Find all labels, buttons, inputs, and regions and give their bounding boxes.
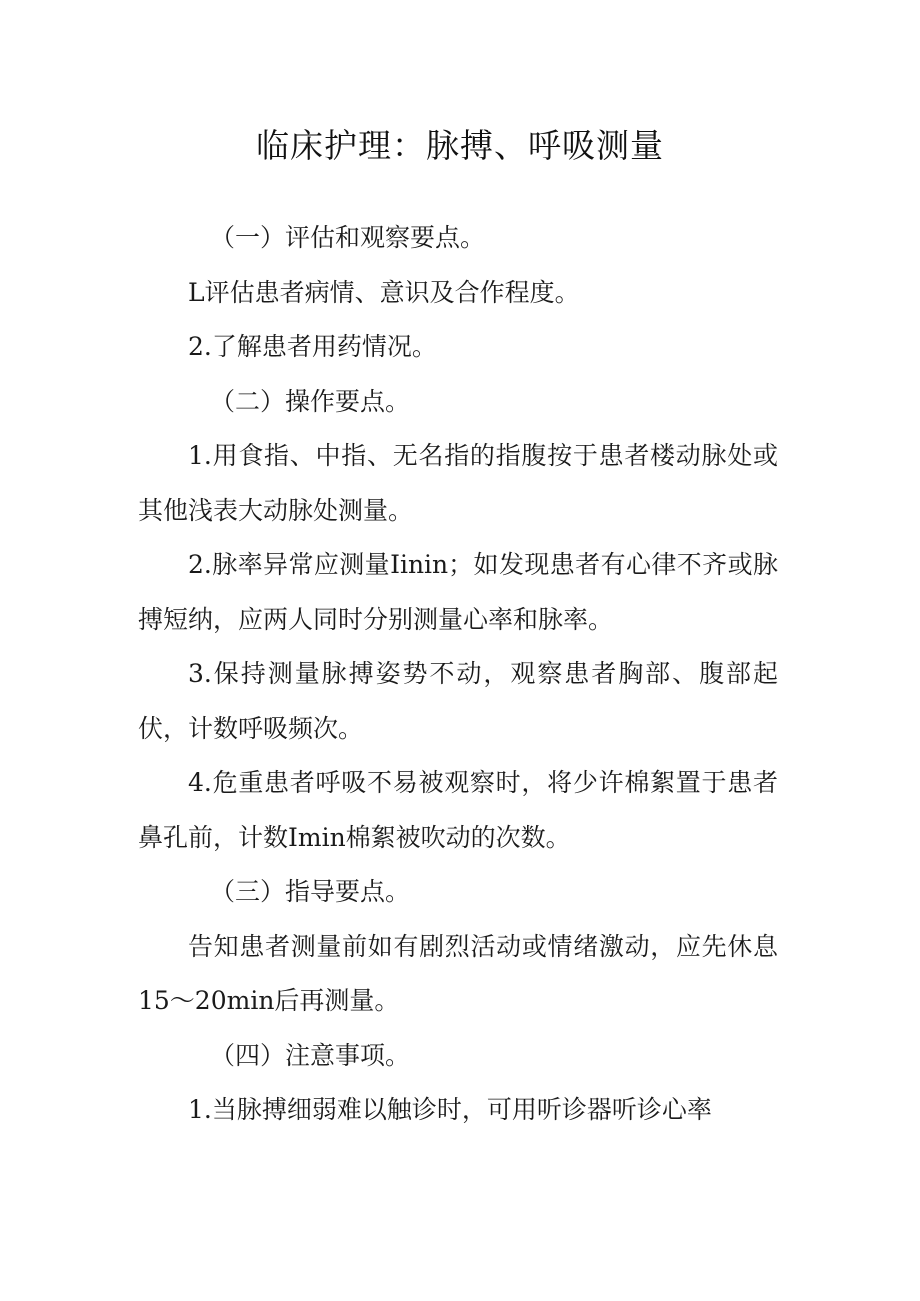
paragraph-abnormal-rate: 2.脉率异常应测量Iinin；如发现患者有心律不齐或脉搏短纳，应两人同时分别测量心率和脉率。	[138, 550, 778, 634]
paragraph-critical-patient: 4.危重患者呼吸不易被观察时，将少许棉絮置于患者鼻孔前，计数Imin棉絮被吹动的次数。	[138, 768, 778, 852]
paragraph-pulse-measure: 1.用食指、中指、无名指的指腹按于患者楼动脉处或其他浅表大动脉处测量。	[138, 441, 778, 525]
paragraph-weak-pulse: 1.当脉搏细弱难以触诊时，可用听诊器听诊心率	[188, 1095, 712, 1124]
paragraph-assess-condition: L评估患者病情、意识及合作程度。	[188, 277, 580, 307]
section-heading-notes: （四）注意事项。	[210, 1040, 411, 1070]
paragraph-rest-before: 告知患者测量前如有剧烈活动或情绪激动，应先休息15～20min后再测量。	[138, 931, 778, 1015]
section-heading-guidance: （三）指导要点。	[210, 877, 411, 906]
section-heading-operation: （二）操作要点。	[210, 386, 411, 416]
document-title: 临床护理：脉搏、呼吸测量	[256, 126, 664, 165]
paragraph-medication: 2.了解患者用药情况。	[188, 332, 437, 361]
section-heading-assessment: （一）评估和观察要点。	[210, 223, 486, 252]
document-body	[138, 211, 778, 1138]
paragraph-respiration-count: 3.保持测量脉搏姿势不动，观察患者胸部、腹部起伏，计数呼吸频次。	[138, 659, 778, 743]
